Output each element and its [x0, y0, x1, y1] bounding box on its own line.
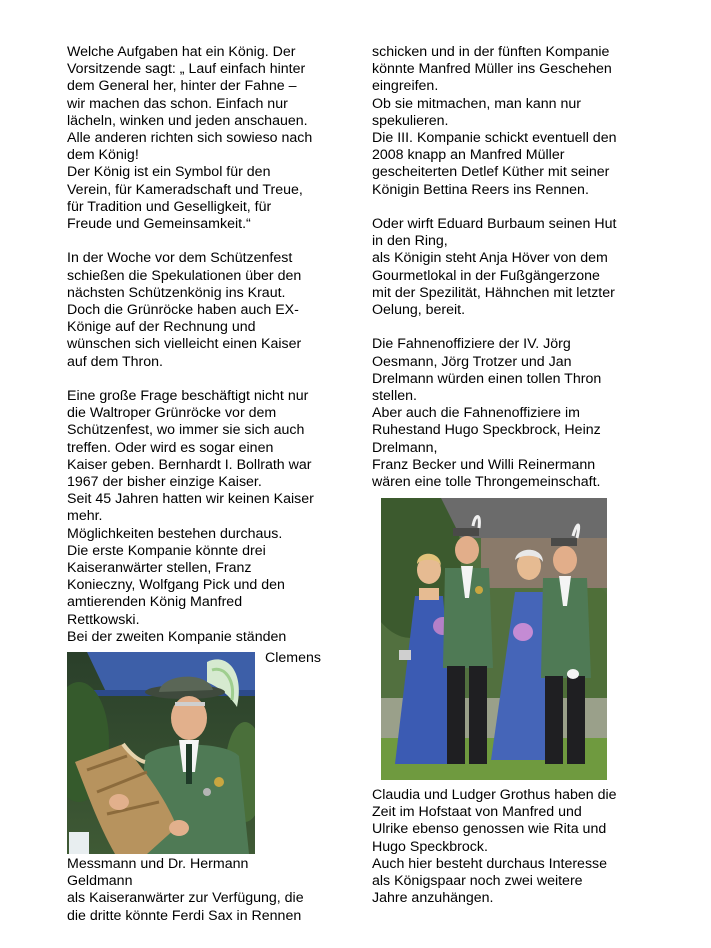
- text-line: Bei der zweiten Kompanie ständen: [67, 628, 287, 645]
- text-line: gescheiterten Detlef Küther mit seiner: [372, 164, 610, 181]
- paragraph-fahnenoffiziere: [372, 336, 647, 491]
- text-line: schießen die Spekulationen über den: [67, 267, 302, 284]
- text-line: in den Ring,: [372, 233, 448, 250]
- text-line: Drelmann würden einen tollen Thron: [372, 370, 602, 387]
- text-line: mehr.: [67, 508, 103, 525]
- text-line: Ob sie mitmachen, man kann nur: [372, 95, 581, 112]
- text-line: Gourmetlokal in der Fußgängerzone: [372, 267, 600, 284]
- text-line: Oder wirft Eduard Burbaum seinen Hut: [372, 216, 617, 233]
- photo-king-illustration: [67, 652, 255, 854]
- text-line: Freude und Gemeinsamkeit.“: [67, 216, 251, 233]
- paragraph-burbaum: [372, 216, 647, 319]
- text-line: die Waltroper Grünröcke vor dem: [67, 405, 277, 422]
- text-line: Kaiseranwärter stellen, Franz: [67, 560, 252, 577]
- text-line: Eine große Frage beschäftigt nicht nur: [67, 388, 309, 405]
- text-line: 1967 der bisher einzige Kaiser.: [67, 474, 262, 491]
- text-line: stellen.: [372, 388, 417, 405]
- text-line: die dritte könnte Ferdi Sax in Rennen: [67, 907, 302, 924]
- text-line: als Königin steht Anja Höver von dem: [372, 250, 608, 267]
- text-line: Seit 45 Jahren hatten wir keinen Kaiser: [67, 491, 314, 508]
- text-line: lächeln, winken und jeden anschauen.: [67, 112, 308, 129]
- text-line: Der König ist ein Symbol für den: [67, 164, 271, 181]
- left-text-column-continued: [67, 856, 342, 925]
- text-line: Claudia und Ludger Grothus haben die: [372, 787, 617, 803]
- text-line-clemens: Clemens: [265, 650, 321, 666]
- text-line: In der Woche vor dem Schützenfest: [67, 250, 293, 267]
- text-line: schicken und in der fünften Kompanie: [372, 44, 610, 60]
- photo-two-royal-couples: [381, 498, 607, 780]
- text-line: Drelmann,: [372, 439, 438, 456]
- text-line: Welche Aufgaben hat ein König. Der: [67, 44, 296, 60]
- text-line: wir machen das schon. Einfach nur: [67, 95, 288, 112]
- text-line: Zeit im Hofstaat von Manfred und: [372, 804, 582, 821]
- text-line: Schützenfest, wo immer sie sich auch: [67, 422, 305, 439]
- text-line: spekulieren.: [372, 112, 449, 129]
- text-line: wären eine tolle Throngemeinschaft.: [372, 474, 601, 491]
- text-line: Franz Becker und Willi Reinermann: [372, 456, 596, 473]
- text-line: Vorsitzende sagt: „ Lauf einfach hinter: [67, 61, 306, 78]
- text-line: auf dem Thron.: [67, 353, 163, 370]
- text-line: Hugo Speckbrock.: [372, 838, 488, 855]
- text-line: mit der Spezilität, Hähnchen mit letzter: [372, 284, 615, 301]
- text-line: könnte Manfred Müller ins Geschehen: [372, 61, 612, 78]
- text-line: als Königspaar noch zwei weitere: [372, 873, 583, 890]
- text-line: Messmann und Dr. Hermann: [67, 856, 249, 872]
- right-text-column-continued: [372, 787, 647, 907]
- text-line: dem General her, hinter der Fahne –: [67, 78, 297, 95]
- text-line: Ulrike ebenso genossen wie Rita und: [372, 821, 607, 838]
- text-line: Konieczny, Wolfgang Pick und den: [67, 577, 285, 594]
- text-line: Aber auch die Fahnenoffiziere im: [372, 405, 580, 422]
- text-line: Alle anderen richten sich sowieso nach: [67, 130, 313, 147]
- right-text-column: [372, 44, 647, 491]
- text-line: Auch hier besteht durchaus Interesse: [372, 855, 608, 872]
- text-line: Könige auf der Rechnung und: [67, 319, 256, 336]
- text-line: 2008 knapp an Manfred Müller: [372, 147, 565, 164]
- paragraph-spekulationen: [67, 250, 342, 370]
- paragraph-kompanien: [372, 44, 647, 199]
- paragraph-kaiser-frage: [67, 388, 342, 646]
- photo-couples-illustration: [381, 498, 607, 780]
- text-line: Doch die Grünröcke haben auch EX-: [67, 302, 299, 319]
- text-line: Die erste Kompanie könnte drei: [67, 542, 266, 559]
- text-line: Oesmann, Jörg Trotzer und Jan: [372, 353, 572, 370]
- text-line: Verein, für Kameradschaft und Treue,: [67, 181, 303, 198]
- text-line: eingreifen.: [372, 78, 439, 95]
- text-line: Königin Bettina Reers ins Rennen.: [372, 181, 589, 198]
- left-text-column: [67, 44, 342, 646]
- text-line: für Tradition und Geselligkeit, für: [67, 198, 272, 215]
- text-line: treffen. Oder wird es sogar einen: [67, 439, 274, 456]
- text-line: Die III. Kompanie schickt eventuell den: [372, 130, 617, 147]
- text-line: dem König!: [67, 147, 139, 164]
- text-line: als Kaiseranwärter zur Verfügung, die: [67, 890, 304, 907]
- text-line: Die Fahnenoffiziere der IV. Jörg: [372, 336, 571, 353]
- text-line: Ruhestand Hugo Speckbrock, Heinz: [372, 422, 601, 439]
- text-line: Kaiser geben. Bernhardt I. Bollrath war: [67, 456, 312, 473]
- paragraph-koenig-aufgaben: [67, 44, 342, 233]
- text-line: nächsten Schützenkönig ins Kraut.: [67, 284, 286, 301]
- text-line: wünschen sich vielleicht einen Kaiser: [67, 336, 302, 353]
- text-line: Jahre anzuhängen.: [372, 890, 494, 907]
- text-line: amtierenden König Manfred: [67, 594, 243, 611]
- photo-king-with-wooden-bird: [67, 652, 255, 854]
- text-line: Geldmann: [67, 873, 133, 890]
- text-line: Möglichkeiten bestehen durchaus.: [67, 525, 283, 542]
- text-line: Oelung, bereit.: [372, 302, 466, 319]
- text-line: Rettkowski.: [67, 611, 140, 628]
